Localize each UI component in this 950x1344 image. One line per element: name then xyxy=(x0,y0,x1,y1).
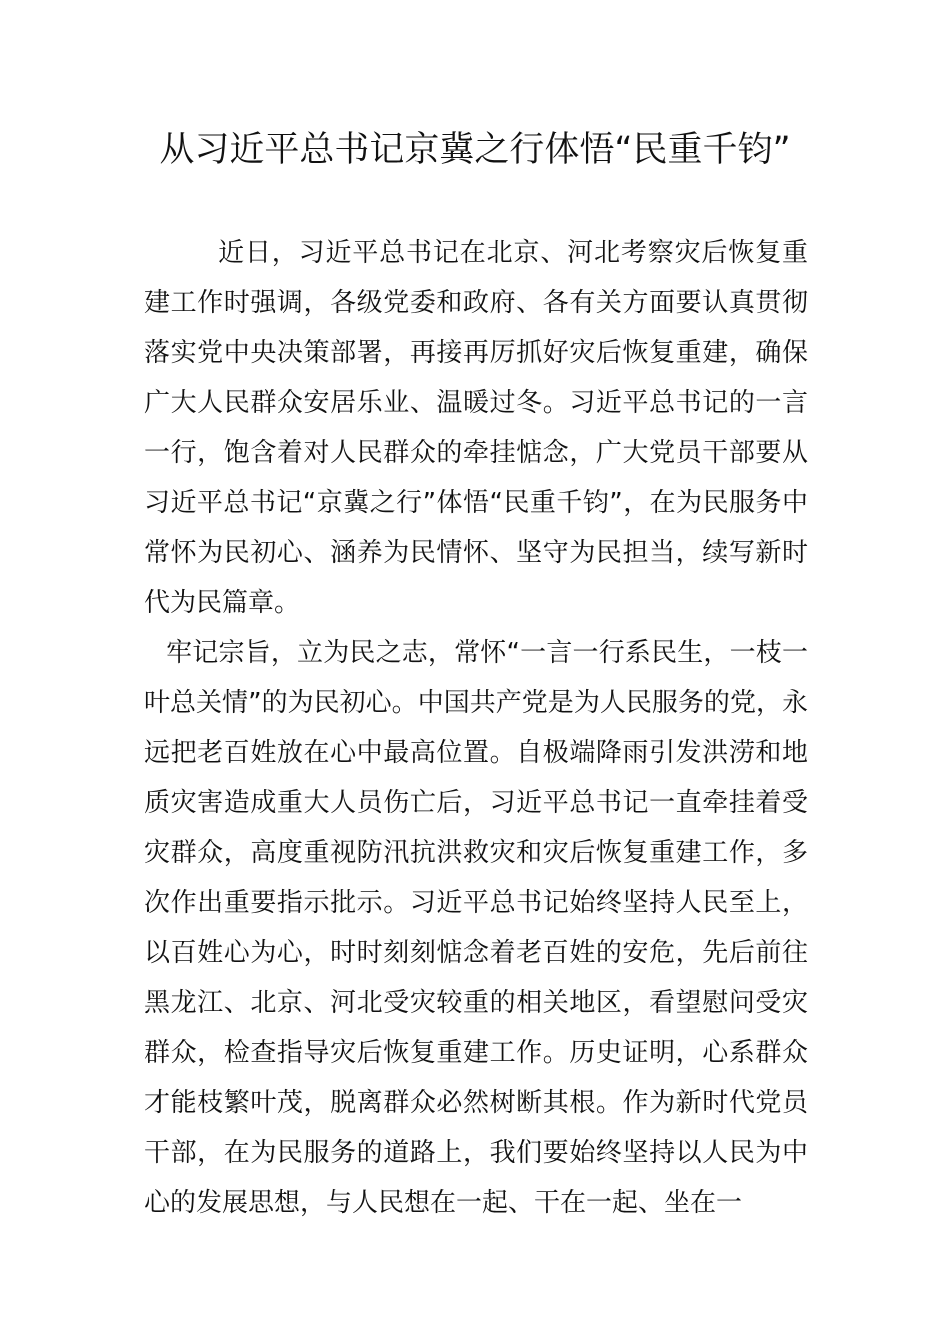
article-body xyxy=(144,228,808,1228)
paragraph-1: 近日，习近平总书记在北京、河北考察灾后恢复重建工作时强调，各级党委和政府、各有关方面要认真贯彻落实党中央决策部署，再接再厉抓好灾后恢复重建，确保广大人民群众安居乐业、温暖过冬。习近平总书记的一言一行，饱含着对人民群众的牵挂惦念，广大党员干部要从习近平总书记“京冀之行”体悟“民重千钧”，在为民服务中常怀为民初心、涵养为民情怀、坚守为民担当，续写新时代为民篇章。 xyxy=(144,238,808,618)
paragraph-2: 牢记宗旨，立为民之志，常怀“一言一行系民生，一枝一叶总关情”的为民初心。中国共产党是为人民服务的党，永远把老百姓放在心中最高位置。自极端降雨引发洪涝和地质灾害造成重大人员伤亡后，习近平总书记一直牵挂着受灾群众，高度重视防汛抗洪救灾和灾后恢复重建工作，多次作出重要指示批示。习近平总书记始终坚持人民至上，以百姓心为心，时时刻刻惦念着老百姓的安危，先后前往黑龙江、北京、河北受灾较重的相关地区，看望慰问受灾群众，检查指导灾后恢复重建工作。历史证明，心系群众才能枝繁叶茂，脱离群众必然树断其根。作为新时代党员干部，在为民服务的道路上，我们要始终坚持以人民为中心的发展思想，与人民想在一起、干在一起、坐在一 xyxy=(144,638,808,1218)
page-title: 从习近平总书记京冀之行体悟“民重千钧” xyxy=(159,130,791,170)
